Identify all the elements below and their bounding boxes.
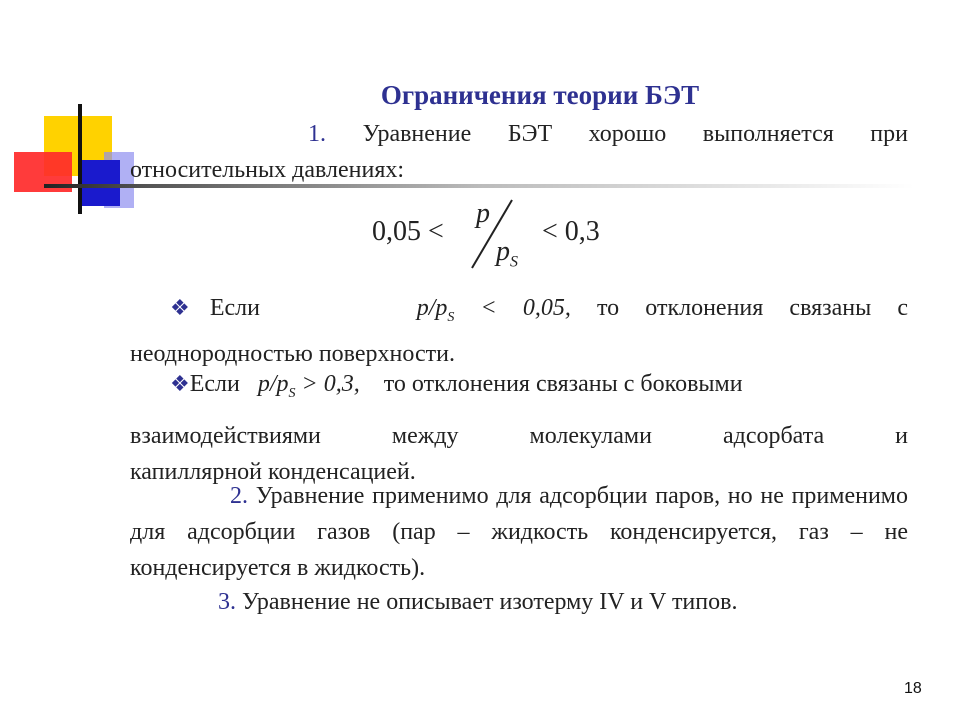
decor-blue-square xyxy=(80,160,120,206)
item-3-number: 3. xyxy=(218,589,236,615)
item-3-text: Уравнение не описывает изотерму IV и V типов. xyxy=(242,589,738,615)
bullet-2-rest: то отклонения связаны с боковыми xyxy=(383,371,743,397)
item-2-text: Уравнение применимо для адсорбции паров, но не применимо для адсорбции газов (пар – жидкость конденсируется, газ – не конденсируется в жидкость). xyxy=(130,483,908,581)
bullet-2: ❖Если $p/p_S > 0,3$, то отклонения связаны с боковыми взаимодействиями между молекулами адсорбата и капиллярной конденсацией. xyxy=(130,366,908,490)
diamond-bullet-icon: ❖ xyxy=(170,295,210,320)
decor-vertical-line xyxy=(78,104,82,214)
bullet-2-line3: капиллярной конденсацией. xyxy=(130,458,416,485)
slide-title: Ограничения теории БЭТ xyxy=(380,80,700,110)
bet-formula xyxy=(372,196,632,276)
formula-right: < 0,3 xyxy=(542,216,600,247)
page-number: 18 xyxy=(904,680,922,697)
bullet-1-rest: то отклонения связаны с xyxy=(596,295,909,321)
formula-numerator: p xyxy=(476,198,490,229)
item-3 xyxy=(130,584,908,620)
item-2 xyxy=(130,478,908,586)
bullet-1-line2: неоднородностью поверхности. xyxy=(130,340,455,367)
item-1-line1: Уравнение БЭТ хорошо выполняется при xyxy=(362,121,908,147)
bullet-1: ❖Если $p/p_S < 0,05$, то отклонения связаны с неоднородностью поверхности. xyxy=(130,295,909,367)
formula-denominator: $p_S$ xyxy=(496,236,518,271)
item-1 xyxy=(130,116,908,188)
diamond-bullet-icon: ❖ xyxy=(170,371,190,396)
item-1-number: 1. xyxy=(308,121,326,147)
item-1-line2: относительных давлениях: xyxy=(130,157,405,183)
item-2-number: 2. xyxy=(230,483,248,509)
formula-left: 0,05 < xyxy=(372,216,444,247)
bullet-2-line2: взаимодействиями между молекулами адсорбата и xyxy=(130,422,908,449)
